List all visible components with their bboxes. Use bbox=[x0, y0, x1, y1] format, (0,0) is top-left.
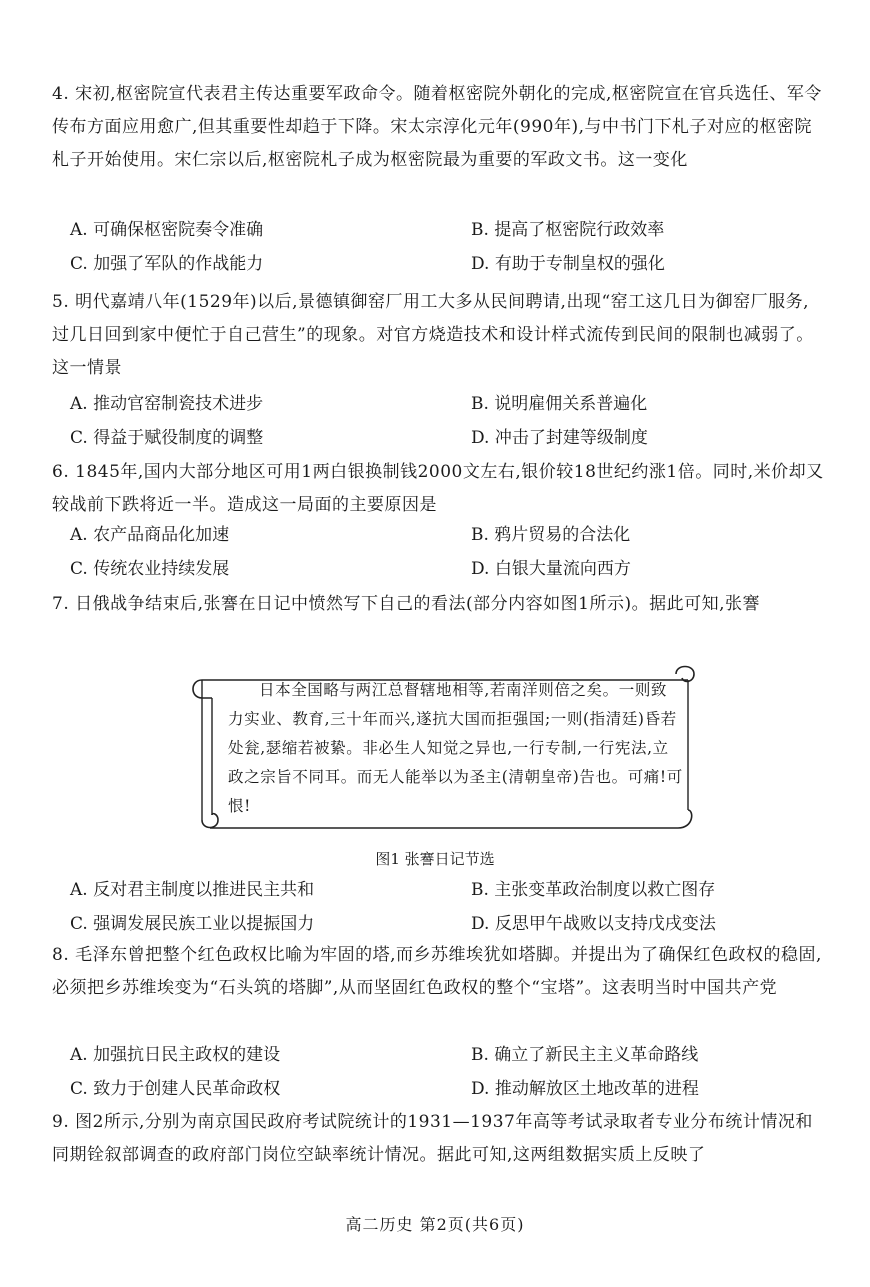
option-a: A. 加强抗日民主政权的建设 bbox=[70, 1045, 281, 1065]
question-9 bbox=[52, 1106, 824, 1172]
option-d: D. 有助于专制皇权的强化 bbox=[471, 254, 665, 274]
question-8-stem: 8. 毛泽东曾把整个红色政权比喻为牢固的塔,而乡苏维埃犹如塔脚。并提出为了确保红色政权的稳固,必须把乡苏维埃变为“石头筑的塔脚”,从而坚固红色政权的整个“宝塔”。这表明当时中国共产党 bbox=[52, 945, 822, 998]
option-b: B. 说明雇佣关系普遍化 bbox=[471, 394, 648, 414]
option-b: B. 鸦片贸易的合法化 bbox=[471, 525, 631, 545]
option-a: A. 推动官窑制瓷技术进步 bbox=[70, 394, 264, 414]
question-4 bbox=[52, 78, 824, 177]
option-d: D. 白银大量流向西方 bbox=[471, 559, 631, 579]
figure-1-scroll bbox=[188, 660, 702, 835]
question-6-options bbox=[70, 518, 824, 586]
option-a: A. 反对君主制度以推进民主共和 bbox=[70, 880, 315, 900]
option-a: A. 农产品商品化加速 bbox=[70, 525, 230, 545]
option-d: D. 反思甲午战败以支持戊戌变法 bbox=[471, 914, 716, 934]
option-c: C. 传统农业持续发展 bbox=[70, 559, 230, 579]
option-d: D. 冲击了封建等级制度 bbox=[471, 428, 648, 448]
option-c: C. 致力于创建人民革命政权 bbox=[70, 1079, 281, 1099]
figure-1-caption: 图1 张謇日记节选 bbox=[375, 850, 495, 868]
question-4-stem: 4. 宋初,枢密院宣代表君主传达重要军政命令。随着枢密院外朝化的完成,枢密院宣在官兵选任、军令传布方面应用愈广,但其重要性却趋于下降。宋太宗淳化元年(990年),与中书门下札子对应的枢密院札子开始使用。宋仁宗以后,枢密院札子成为枢密院最为重要的军政文书。这一变化 bbox=[52, 84, 822, 170]
option-b: B. 主张变革政治制度以救亡图存 bbox=[471, 880, 716, 900]
option-b: B. 确立了新民主主义革命路线 bbox=[471, 1045, 699, 1065]
question-5-stem: 5. 明代嘉靖八年(1529年)以后,景德镇御窑厂用工大多从民间聘请,出现“窑工这几日为御窑厂服务,过几日回到家中便忙于自己营生”的现象。对官方烧造技术和设计样式流传到民间的限制也减弱了。这一情景 bbox=[52, 292, 814, 378]
question-7-options bbox=[70, 873, 824, 941]
option-b: B. 提高了枢密院行政效率 bbox=[471, 220, 665, 240]
question-9-stem: 9. 图2所示,分别为南京国民政府考试院统计的1931—1937年高等考试录取者专业分布统计情况和同期铨叙部调查的政府部门岗位空缺率统计情况。据此可知,这两组数据实质上反映了 bbox=[52, 1112, 813, 1165]
option-c: C. 得益于赋役制度的调整 bbox=[70, 428, 264, 448]
question-4-options bbox=[70, 213, 824, 281]
option-d: D. 推动解放区土地改革的进程 bbox=[471, 1079, 699, 1099]
question-5 bbox=[52, 286, 824, 385]
scroll-diary-text: 日本全国略与两江总督辖地相等,若南洋则倍之矣。一则致力实业、教育,三十年而兴,遂抗大国而拒强国;一则(指清廷)昏若处瓮,瑟缩若被絷。非必生人知觉之异也,一行专制,一行宪法,立政之宗旨不同耳。而无人能举以为圣主(清朝皇帝)告也。可痛!可恨! bbox=[228, 681, 683, 815]
page-footer: 高二历史 第2页(共6页) bbox=[345, 1215, 525, 1234]
option-a: A. 可确保枢密院奏令准确 bbox=[70, 220, 264, 240]
question-8-options bbox=[70, 1038, 824, 1106]
question-7 bbox=[52, 588, 824, 621]
option-c: C. 强调发展民族工业以提振国力 bbox=[70, 914, 315, 934]
question-6-stem: 6. 1845年,国内大部分地区可用1两白银换制钱2000文左右,银价较18世纪约涨1倍。同时,米价却又较战前下跌将近一半。造成这一局面的主要原因是 bbox=[52, 462, 824, 515]
question-6 bbox=[52, 456, 824, 522]
option-c: C. 加强了军队的作战能力 bbox=[70, 254, 264, 274]
question-7-stem: 7. 日俄战争结束后,张謇在日记中愤然写下自己的看法(部分内容如图1所示)。据此可知,张謇 bbox=[52, 594, 761, 614]
question-8 bbox=[52, 939, 824, 1005]
question-5-options bbox=[70, 387, 824, 455]
